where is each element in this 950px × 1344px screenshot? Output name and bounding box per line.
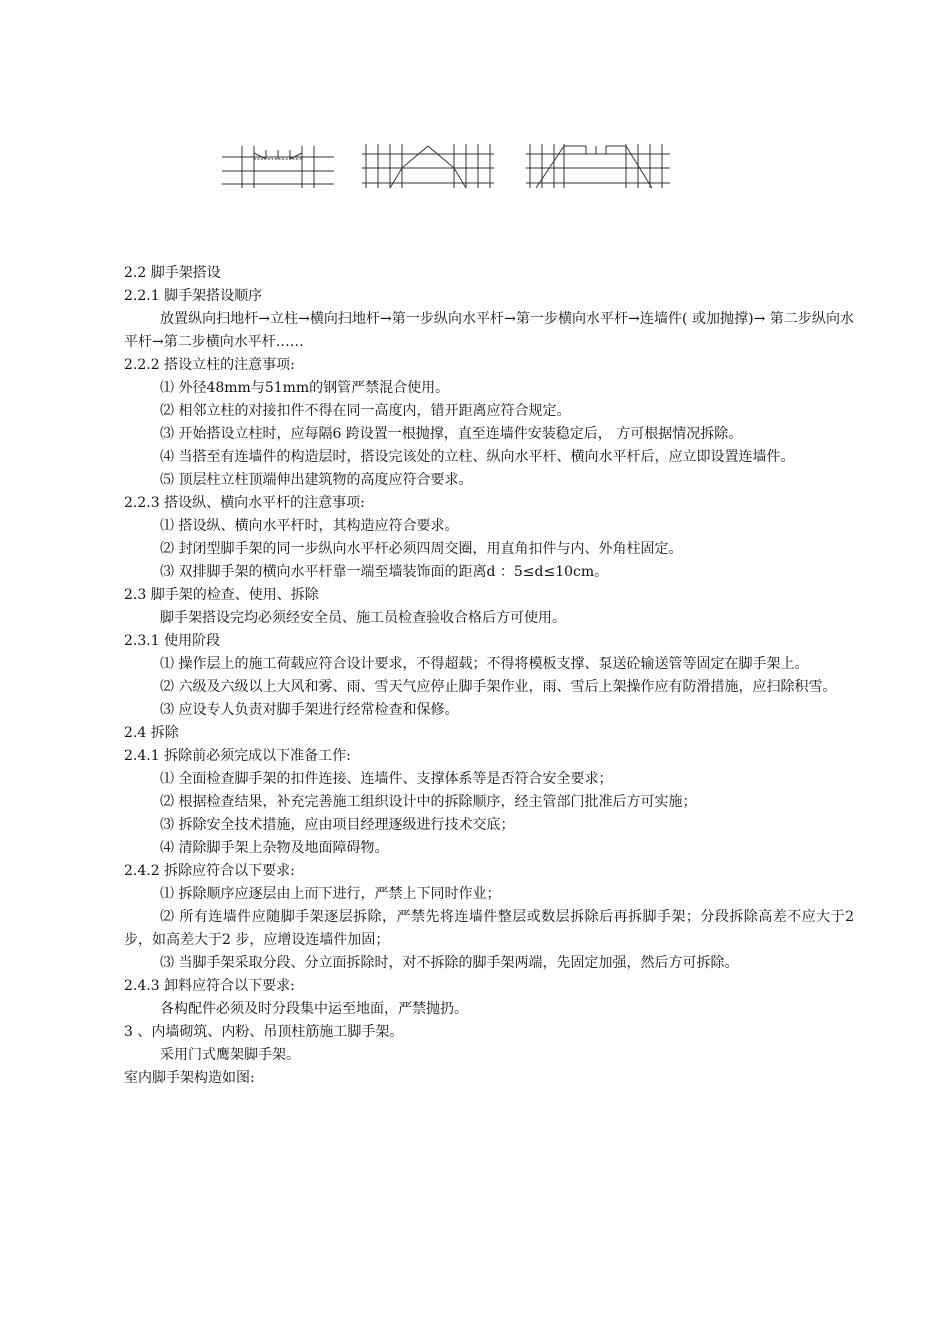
- list-item: ⑵ 所有连墙件应随脚手架逐层拆除，严禁先将连墙件整层或数层拆除后再拆脚手架；分段拆除高差不应大于2 步，如高差大于2 步，应增设连墙件加固；: [124, 909, 854, 948]
- heading-2-4-3: 2.4.3 卸料应符合以下要求:: [124, 978, 295, 994]
- scaffold-diagram-3: [524, 142, 672, 190]
- scaffold-diagrams: [0, 0, 950, 200]
- list-item: ⑶ 双排脚手架的横向水平杆靠一端至墙装饰面的距离d ：5≤d≤10cm。: [160, 564, 609, 580]
- list-item: ⑸ 顶层柱立柱顶端伸出建筑物的高度应符合要求。: [160, 472, 473, 488]
- list-item: ⑶ 当脚手架采取分段、分立面拆除时，对不拆除的脚手架两端，先固定加强，然后方可拆除。: [160, 955, 739, 971]
- heading-2-3: 2.3 脚手架的检查、使用、拆除: [124, 587, 319, 603]
- list-item: ⑴ 全面检查脚手架的扣件连接、连墙件、支撑体系等是否符合安全要求；: [160, 771, 613, 787]
- paragraph: 各构配件必须及时分段集中运至地面，严禁抛扔。: [160, 1001, 468, 1017]
- heading-3: 3 、内墙砌筑、内粉、吊顶柱筋施工脚手架。: [124, 1024, 404, 1040]
- list-item: ⑴ 外径48mm与51mm的钢管严禁混合使用。: [160, 380, 450, 396]
- document-body: [124, 262, 854, 1090]
- list-item: ⑵ 封闭型脚手架的同一步纵向水平杆必须四周交圈，用直角扣件与内、外角柱固定。: [160, 541, 683, 557]
- list-item: ⑷ 清除脚手架上杂物及地面障碍物。: [160, 840, 389, 856]
- heading-2-4-1: 2.4.1 拆除前必须完成以下准备工作:: [124, 748, 351, 764]
- paragraph: 放置纵向扫地杆→立柱→横向扫地杆→第一步纵向水平杆→第一步横向水平杆→连墙件( 或加抛撑)→ 第二步纵向水平杆→第二步横向水平杆……: [124, 311, 854, 350]
- scaffold-diagram-2: [360, 142, 496, 190]
- heading-2-4: 2.4 拆除: [124, 725, 179, 741]
- heading-2-4-2: 2.4.2 拆除应符合以下要求:: [124, 863, 295, 879]
- list-item: ⑶ 开始搭设立柱时，应每隔6 跨设置一根抛撑，直至连墙件安装稳定后， 方可根据情况拆除。: [160, 426, 743, 442]
- list-item: ⑵ 六级及六级以上大风和雾、雨、雪天气应停止脚手架作业，雨、雪后上架操作应有防滑措施，应扫除积雪。: [160, 679, 837, 695]
- list-item: ⑵ 根据检查结果，补充完善施工组织设计中的拆除顺序，经主管部门批准后方可实施；: [160, 794, 697, 810]
- heading-2-2-3: 2.2.3 搭设纵、横向水平杆的注意事项:: [124, 495, 365, 511]
- list-item: ⑴ 搭设纵、横向水平杆时，其构造应符合要求。: [160, 518, 459, 534]
- paragraph: 室内脚手架构造如图:: [124, 1070, 255, 1086]
- paragraph: 脚手架搭设完均必须经安全员、施工员检查验收合格后方可使用。: [160, 610, 566, 626]
- heading-2-2-1: 2.2.1 脚手架搭设顺序: [124, 288, 263, 304]
- list-item: ⑵ 相邻立柱的对接扣件不得在同一高度内，错开距离应符合规定。: [160, 403, 571, 419]
- list-item: ⑶ 拆除安全技术措施，应由项目经理逐级进行技术交底；: [160, 817, 515, 833]
- list-item: ⑷ 当搭至有连墙件的构造层时，搭设完该处的立柱、纵向水平杆、横向水平杆后，应立即设置连墙件。: [160, 449, 795, 465]
- heading-2-3-1: 2.3.1 使用阶段: [124, 633, 221, 649]
- list-item: ⑶ 应设专人负责对脚手架进行经常检查和保修。: [160, 702, 459, 718]
- list-item: ⑴ 拆除顺序应逐层由上而下进行，严禁上下同时作业；: [160, 886, 501, 902]
- paragraph: 采用门式鹰架脚手架。: [160, 1047, 300, 1063]
- heading-2-2: 2.2 脚手架搭设: [124, 265, 221, 281]
- list-item: ⑴ 操作层上的施工荷载应符合设计要求，不得超载；不得将模板支撑、泵送砼输送管等固定在脚手架上。: [160, 656, 809, 672]
- heading-2-2-2: 2.2.2 搭设立柱的注意事项:: [124, 357, 295, 373]
- scaffold-diagram-1: [220, 142, 336, 190]
